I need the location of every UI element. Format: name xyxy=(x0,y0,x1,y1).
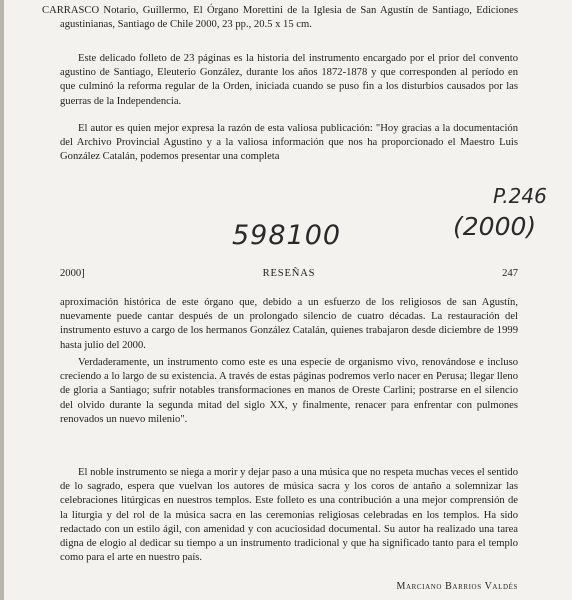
header-year: 2000] xyxy=(60,268,85,279)
review-paragraph-1 xyxy=(60,52,518,109)
header-page-number: 247 xyxy=(502,268,518,279)
paragraph-text: El autor es quien mejor expresa la razón de esta valiosa publicación: "Hoy gracias a la documentación del Archivo Provincial Agustino y a la valiosa información que nos ha proporcionado el Maestro Luis González Catalán, podemos presentar una completa xyxy=(60,123,518,163)
running-header xyxy=(60,268,518,282)
paragraph-text: Este delicado folleto de 23 páginas es la historia del instrumento encargado por el prior del convento agustino de Santiago, Eleuterio González, durante los años 1872-1878 y que corresponden al período en que culminó la reforma regular de la Orden, iniciada cuando se puso fin a los disturbios causados por las guerras de la Independencia. xyxy=(60,53,518,107)
handwritten-page-note: P.246 xyxy=(493,184,547,208)
page-edge-shadow xyxy=(0,0,4,600)
handwritten-year-note: (2000) xyxy=(453,212,537,241)
bibliographic-citation xyxy=(42,4,518,32)
paragraph-text: El noble instrumento se niega a morir y dejar paso a una música que no respeta muchas veces el sentido de lo sagrado, espera que vuelvan los autores de música sacra y los coros de antaño a solemnizar las celebraciones litúrgicas en nuestros templos. Este folleto es una contribución a una mejor comprensión de la liturgia y del rol de la música sacra en las ceremonias religiosas celebradas en los templos. Ha sido redactado con un estilo ágil, con amenidad y con acuciosidad documental. Su autor ha realizado una tarea digna de elogio al dedicar su tiempo a un instrumento tradicional y que ha significado tanto para el templo como para el arte en nuestro país. xyxy=(60,467,518,564)
handwritten-catalog-number: 598100 xyxy=(232,220,342,251)
review-paragraph-3 xyxy=(60,296,518,353)
review-paragraph-5 xyxy=(60,466,518,565)
paragraph-text: aproximación histórica de este órgano que, debido a un esfuerzo de los religiosos de san Agustín, nuevamente puede cantar después de un prolongado silencio de cuatro décadas. La restauración del instrumento estuvo a cargo de los hermanos González Catalán, quienes trabajaron desde diciembre de 1999 hasta julio del 2000. xyxy=(60,297,518,351)
paragraph-text: Verdaderamente, un instrumento como este es una especie de organismo vivo, renovándose e incluso creciendo a lo largo de su existencia. A través de estas páginas podremos verlo nacer en Perusa; llegar lleno de gloria a Santiago; sufrir notables transformaciones en manos de Oreste Carlini; postrarse en el silencio del olvido durante la segunda mitad del siglo XX, y finalmente, renacer para enfrentar con pulmones renovados un nuevo milenio". xyxy=(60,357,518,425)
review-paragraph-2 xyxy=(60,122,518,165)
citation-text: CARRASCO Notario, Guillermo, El Órgano Morettini de la Iglesia de San Agustín de Santiago, Ediciones agustinianas, Santiago de Chile 2000, 23 pp., 20.5 x 15 cm. xyxy=(42,5,518,31)
reviewer-signature: Marciano Barrios Valdés xyxy=(396,581,518,592)
header-section-title: RESEÑAS xyxy=(262,268,316,279)
review-paragraph-4 xyxy=(60,356,518,427)
